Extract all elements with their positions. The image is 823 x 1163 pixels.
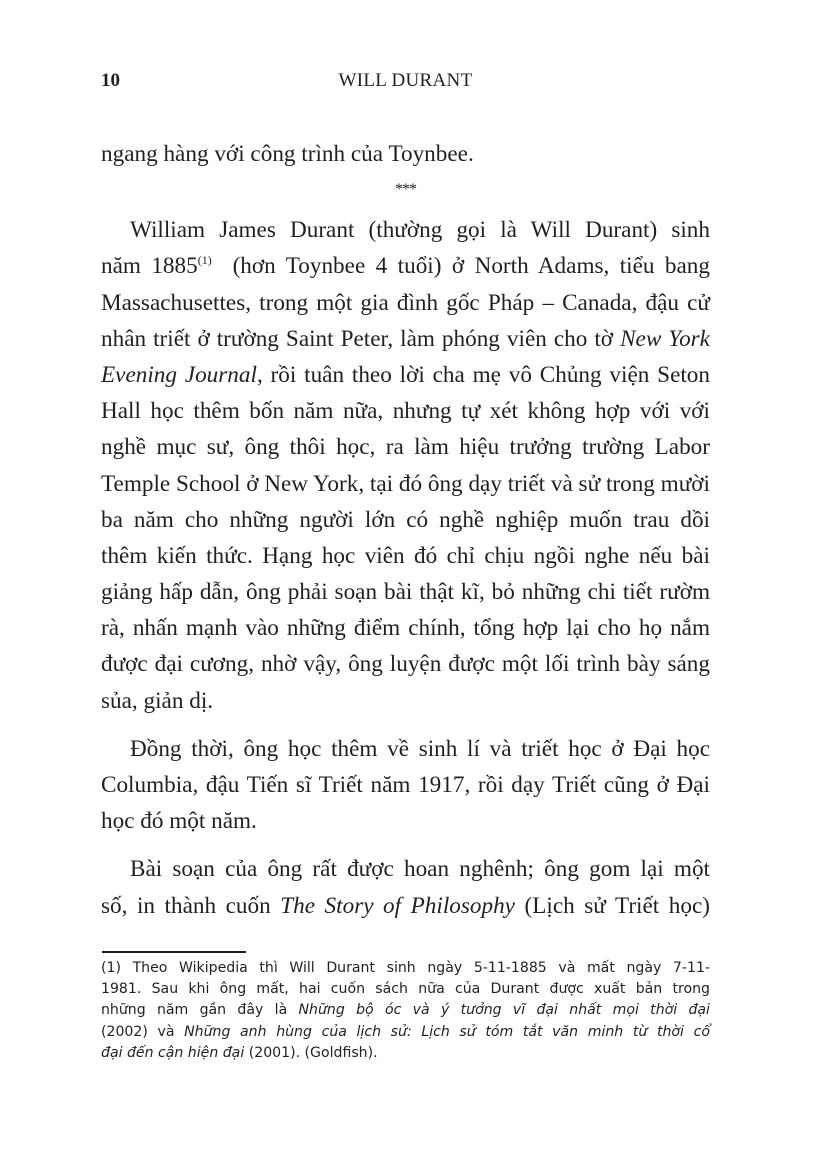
footnote-line: (1) Theo Wikipedia thì Will Durant sinh ngày 5-11-1885 và mất ngày 7-11-: [101, 960, 710, 976]
text-span: năm 1885: [101, 253, 198, 280]
text-span: (hơn Toynbee 4 tuổi) ở North Adams, tiểu bang: [211, 253, 710, 280]
page-header: [101, 70, 710, 96]
text-line: thêm kiến thức. Hạng học viên đó chỉ chịu ngồi nghe nếu bài: [101, 542, 710, 569]
italic-title: Những anh hùng của lịch sử: Lịch sử tóm tắt văn minh từ thời cổ: [184, 1023, 710, 1040]
text-span: số, in thành cuốn: [101, 892, 281, 919]
text-line: Hall học thêm bốn năm nữa, nhưng tự xét không hợp với với: [101, 398, 710, 425]
footnote: [101, 958, 710, 1064]
text-line: giảng hấp dẫn, ông phải soạn bài thật kĩ, bỏ những chi tiết rườm: [101, 579, 710, 606]
paragraph-2: [101, 731, 710, 840]
text-span: (2001). (Goldfish).: [244, 1044, 378, 1061]
text-line: sủa, giản dị.: [101, 687, 214, 714]
text-line: [101, 248, 710, 284]
footnote-line: [101, 1043, 710, 1064]
text-line: Đồng thời, ông học thêm về sinh lí và triết học ở Đại học: [130, 735, 710, 762]
text-line: [101, 888, 710, 924]
text-line: Massachusettes, trong một gia đình gốc Pháp – Canada, đậu cử: [101, 289, 710, 316]
body-text: [101, 136, 710, 924]
text-line: [101, 321, 710, 357]
text-span: những năm gần đây là: [101, 1002, 299, 1019]
text-line: Bài soạn của ông rất được hoan nghênh; ông gom lại một: [130, 856, 710, 883]
paragraph-3: [101, 851, 710, 923]
text-line: Temple School ở New York, tại đó ông dạy triết và sử trong mười: [101, 470, 710, 497]
footnote-divider: [102, 951, 246, 953]
text-line: ba năm cho những người lớn có nghề nghiệp muốn trau dồi: [101, 506, 710, 533]
text-span: , rồi tuân theo lời cha mẹ vô Chủng viện Seton: [256, 361, 710, 388]
italic-title: Những bộ óc và ý tưởng vĩ đại nhất mọi thời đại: [298, 1002, 710, 1019]
italic-title: đại đến cận hiện đại: [101, 1044, 245, 1061]
section-separator: ***: [395, 181, 416, 199]
page-number: 10: [101, 70, 120, 91]
text-line: William James Durant (thường gọi là Will Durant) sinh: [130, 217, 710, 244]
italic-title: New York: [620, 325, 710, 352]
text-span: nhân triết ở trường Saint Peter, làm phóng viên cho tờ: [101, 325, 621, 352]
text-line: [101, 357, 710, 393]
text-line: học đó một năm.: [101, 808, 257, 835]
footnote-ref: (1): [197, 253, 212, 268]
footnote-line: 1981. Sau khi ông mất, hai cuốn sách nữa của Durant được xuất bản trong: [101, 981, 710, 998]
footnote-line: [101, 1000, 710, 1021]
paragraph-1: [101, 212, 710, 719]
text-span: (2002) và: [101, 1023, 185, 1040]
italic-title: Evening Journal: [101, 361, 257, 388]
text-span: (Lịch sử Triết học): [514, 892, 710, 919]
text-line: nghề mục sư, ông thôi học, ra làm hiệu trưởng trường Labor: [101, 434, 710, 461]
text-line: rà, nhấn mạnh vào những điểm chính, tổng hợp lại cho họ nắm: [101, 615, 710, 642]
text-line: Columbia, đậu Tiến sĩ Triết năm 1917, rồi dạy Triết cũng ở Đại: [101, 772, 710, 798]
running-head: WILL DURANT: [338, 70, 473, 91]
text-line: được đại cương, nhờ vậy, ông luyện được một lối trình bày sáng: [101, 651, 710, 678]
italic-title: The Story of Philosophy: [280, 892, 515, 919]
footnote-line: [101, 1022, 710, 1043]
paragraph-continuation: ngang hàng với công trình của Toynbee.: [101, 141, 474, 167]
